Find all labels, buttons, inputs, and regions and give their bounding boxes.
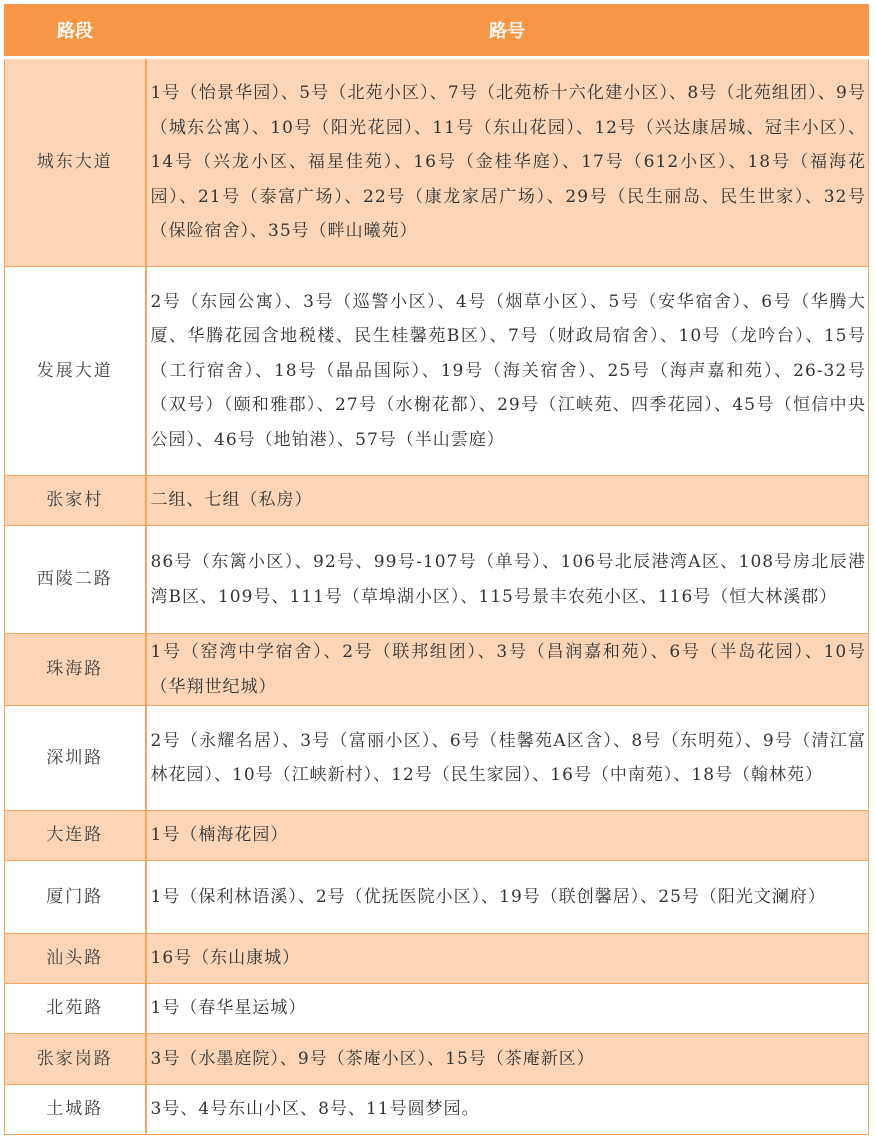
road-name-cell: 厦门路 (5, 861, 146, 934)
road-numbers-cell: 16号（东山康城） (146, 934, 869, 984)
road-numbers-cell: 二组、七组（私房） (146, 476, 869, 526)
road-numbers-cell: 1号（楠海花园） (146, 811, 869, 861)
column-header-road-number: 路号 (146, 4, 869, 58)
road-name-cell: 珠海路 (5, 634, 146, 706)
road-numbers-cell: 1号（保利林语溪）、2号（优抚医院小区）、19号（联创馨居）、25号（阳光文澜府） (146, 861, 869, 934)
table-row (5, 476, 869, 526)
table-row (5, 58, 869, 267)
table-row (5, 861, 869, 934)
column-header-road-section: 路段 (5, 4, 146, 58)
table-row (5, 1085, 869, 1135)
road-name-cell: 深圳路 (5, 706, 146, 811)
table-row (5, 984, 869, 1034)
road-number-table (4, 4, 869, 1135)
road-name-cell: 西陵二路 (5, 526, 146, 634)
road-name-cell: 发展大道 (5, 267, 146, 476)
road-name-cell: 土城路 (5, 1085, 146, 1135)
road-numbers-cell: 1号（春华星运城） (146, 984, 869, 1034)
table-row (5, 634, 869, 706)
road-name-cell: 张家岗路 (5, 1034, 146, 1085)
road-numbers-cell: 86号（东篱小区）、92号、99号-107号（单号）、106号北辰港湾A区、108号房北辰港湾B区、109号、111号（草埠湖小区）、115号景丰农苑小区、116号（恒大林溪郡） (146, 526, 869, 634)
road-numbers-cell: 3号、4号东山小区、8号、11号圆梦园。 (146, 1085, 869, 1135)
table-header-row (5, 4, 869, 58)
road-numbers-cell: 2号（永耀名居）、3号（富丽小区）、6号（桂馨苑A区含）、8号（东明苑）、9号（清江富林花园）、10号（江峡新村）、12号（民生家园）、16号（中南苑）、18号（翰林苑） (146, 706, 869, 811)
table-row (5, 267, 869, 476)
table-row (5, 811, 869, 861)
road-name-cell: 城东大道 (5, 58, 146, 267)
road-name-cell: 汕头路 (5, 934, 146, 984)
road-numbers-cell: 2号（东园公寓）、3号（巡警小区）、4号（烟草小区）、5号（安华宿舍）、6号（华腾大厦、华腾花园含地税楼、民生桂馨苑B区）、7号（财政局宿舍）、10号（龙吟台）、15号（工行宿舍）、18号（晶品国际）、19号（海关宿舍）、25号（海声嘉和苑）、26-32号（双号）（颐和雅郡）、27号（水榭花都）、29号（江峡苑、四季花园）、45号（恒信中央公园）、46号（地铂港）、57号（半山雲庭） (146, 267, 869, 476)
road-name-cell: 北苑路 (5, 984, 146, 1034)
road-name-cell: 大连路 (5, 811, 146, 861)
table-row (5, 706, 869, 811)
table-row (5, 934, 869, 984)
road-numbers-cell: 1号（怡景华园）、5号（北苑小区）、7号（北苑桥十六化建小区）、8号（北苑组团）、9号（城东公寓）、10号（阳光花园）、11号（东山花园）、12号（兴达康居城、冠丰小区）、14号（兴龙小区、福星佳苑）、16号（金桂华庭）、17号（612小区）、18号（福海花园）、21号（泰富广场）、22号（康龙家居广场）、29号（民生丽岛、民生世家）、32号（保险宿舍）、35号（畔山曦苑） (146, 58, 869, 267)
table-row (5, 526, 869, 634)
road-numbers-cell: 3号（水墨庭院）、9号（茶庵小区）、15号（茶庵新区） (146, 1034, 869, 1085)
road-numbers-cell: 1号（窑湾中学宿舍）、2号（联邦组团）、3号（昌润嘉和苑）、6号（半岛花园）、10号（华翔世纪城） (146, 634, 869, 706)
road-name-cell: 张家村 (5, 476, 146, 526)
table-row (5, 1034, 869, 1085)
